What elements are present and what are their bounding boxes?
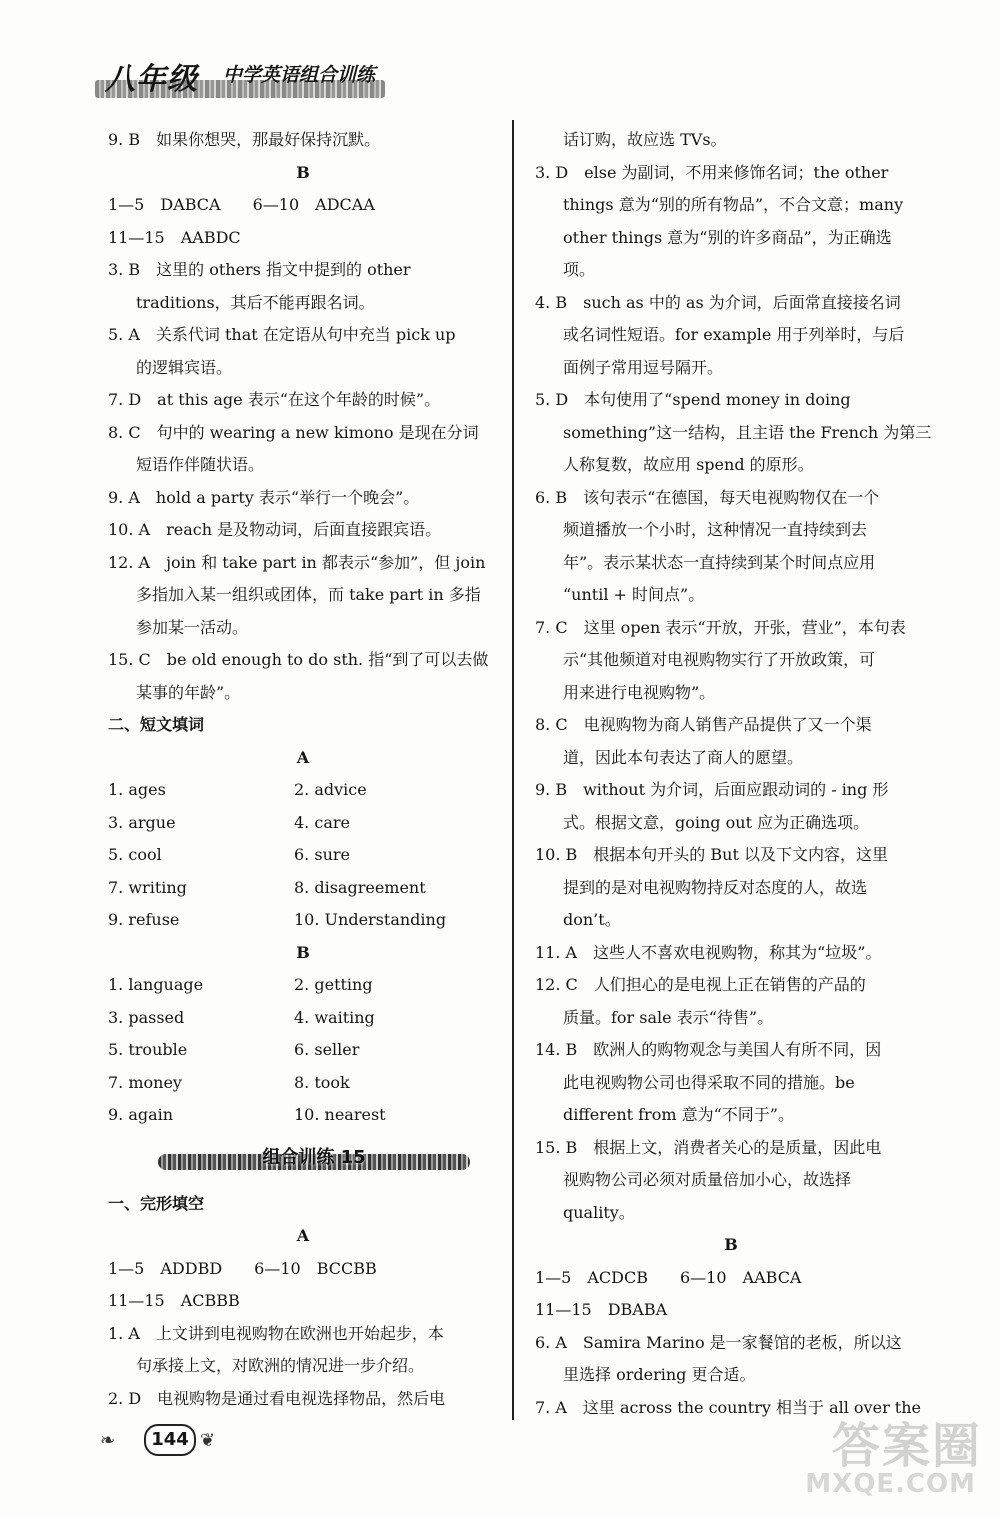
ornament-right-icon: ❦ <box>200 1430 216 1451</box>
text-line: 的逻辑宾语。 <box>136 357 233 377</box>
text-line: 12. C 人们担心的是电视上正在销售的产品的 <box>535 975 866 994</box>
text-line: 7. C 这里 open 表示“开放，开张，营业”，本句表 <box>535 617 906 637</box>
text-line: traditions，其后不能再跟名词。 <box>136 292 375 312</box>
text-line: 6. B 该句表示“在德国，每天电视购物仅在一个 <box>535 487 880 507</box>
text-line: 6. A Samira Marino 是一家餐馆的老板，所以这 <box>535 1332 902 1352</box>
watermark-logo: 答案圈 <box>831 1418 982 1474</box>
word-answer-grid <box>108 774 498 937</box>
text-line: something”这一结构，且主语 the French 为第三 <box>563 422 932 442</box>
text-line: 多指加入某一组织或团体，而 take part in 多指 <box>136 585 481 604</box>
text-line: other things 意为“别的许多商品”，为正确选 <box>563 227 892 247</box>
page-footer <box>100 1420 230 1460</box>
header-grade: 八年级 <box>105 62 198 97</box>
text-line: 里选择 ordering 更合适。 <box>563 1365 756 1384</box>
word-answer: 10. Understanding <box>294 910 447 929</box>
word-answer: 4. care <box>294 812 350 832</box>
text-line: 15. B 根据上文，消费者关心的是质量，因此电 <box>535 1137 882 1157</box>
text-line: 5. D 本句使用了“spend money in doing <box>535 390 851 409</box>
word-answer: 10. nearest <box>294 1105 386 1124</box>
text-line: 年”。表示某状态一直持续到某个时间点应用 <box>563 552 876 572</box>
text-line: 11. A 这些人不喜欢电视购物，称其为“垃圾”。 <box>535 942 882 962</box>
text-line: 9. B 如果你想哭，那最好保持沉默。 <box>108 130 381 149</box>
text-line: 道，因此本句表达了商人的愿望。 <box>563 747 804 767</box>
page-number: 144 <box>144 1424 196 1456</box>
word-answer-grid <box>108 969 498 1132</box>
text-line: 句承接上文，对欧洲的情况进一步介绍。 <box>136 1356 425 1375</box>
right-column <box>535 124 932 1424</box>
word-answer: 9. again <box>108 1105 174 1124</box>
word-answer: 5. cool <box>108 845 162 864</box>
text-line: 话订购，故应选 TVs。 <box>563 130 727 149</box>
answer-key-line: 1—5 DABCA 6—10 ADCAA <box>108 195 375 214</box>
word-answer: 3. argue <box>108 812 176 832</box>
text-line: 8. C 句中的 wearing a new kimono 是现在分词 <box>108 422 479 442</box>
word-answer: 8. took <box>294 1072 350 1092</box>
text-line: 15. C be old enough to do sth. 指“到了可以去做 <box>108 650 489 669</box>
text-line: 1. A 上文讲到电视购物在欧洲也开始起步，本 <box>108 1323 444 1343</box>
left-top-lines <box>108 124 498 157</box>
answer-key-line: 11—15 ACBBB <box>108 1291 240 1310</box>
text-line: different from 意为“不同于”。 <box>563 1105 794 1124</box>
text-line: don’t。 <box>563 910 621 929</box>
word-answer: 8. disagreement <box>294 877 426 897</box>
word-answer: 4. waiting <box>294 1007 375 1027</box>
ornament-left-icon: ❧ <box>100 1430 116 1451</box>
word-answer: 1. ages <box>108 780 166 799</box>
word-answer: 6. seller <box>294 1040 360 1059</box>
text-line: 用来进行电视购物”。 <box>563 682 716 702</box>
word-answer: 2. advice <box>294 780 367 799</box>
explanation-block <box>535 124 932 1229</box>
explanation-block <box>108 1318 498 1416</box>
section-heading: 二、短文填词 <box>108 715 205 734</box>
word-answer: 7. money <box>108 1072 182 1092</box>
text-line: 8. C 电视购物为商人销售产品提供了又一个渠 <box>535 715 872 734</box>
text-line: 参加某一活动。 <box>136 617 249 637</box>
text-line: 10. A reach 是及物动词，后面直接跟宾语。 <box>108 520 442 539</box>
subsection-heading: A <box>296 1226 310 1245</box>
subsection-heading: A <box>296 747 310 767</box>
text-line: quality。 <box>563 1202 635 1222</box>
text-line: 9. B without 为介词，后面应跟动词的 - ing 形 <box>535 780 889 799</box>
page-header <box>95 50 395 102</box>
text-line: 示“其他频道对电视购物实行了开放政策，可 <box>563 650 876 669</box>
text-line: 12. A join 和 take part in 都表示“参加”，但 join <box>108 552 486 572</box>
text-line: 3. B 这里的 others 指文中提到的 other <box>108 260 411 279</box>
text-line: 3. D else 为副词，不用来修饰名词；the other <box>535 162 889 182</box>
text-line: 14. B 欧洲人的购物观念与美国人有所不同，因 <box>535 1040 882 1059</box>
subsection-heading: B <box>296 162 310 182</box>
text-line: 视购物公司必须对质量倍加小心，故选择 <box>563 1170 852 1189</box>
text-line: 质量。for sale 表示“待售”。 <box>563 1007 774 1027</box>
text-line: 7. D at this age 表示“在这个年龄的时候”。 <box>108 390 441 409</box>
section-heading: 一、完形填空 <box>108 1193 205 1213</box>
word-answer: 7. writing <box>108 877 187 897</box>
text-line: 此电视购物公司也得采取不同的措施。be <box>563 1072 855 1092</box>
text-line: 面例子常用逗号隔开。 <box>563 357 724 377</box>
answer-key-line: 1—5 ACDCB 6—10 AABCA <box>535 1267 802 1287</box>
word-answer: 3. passed <box>108 1007 185 1027</box>
answer-key-block <box>108 1253 498 1318</box>
text-line: 5. A 关系代词 that 在定语从句中充当 pick up <box>108 325 456 344</box>
text-line: 10. B 根据本句开头的 But 以及下文内容，这里 <box>535 845 888 864</box>
answer-key-line: 11—15 DBABA <box>535 1300 668 1319</box>
text-line: 9. A hold a party 表示“举行一个晚会”。 <box>108 487 420 507</box>
subsection-heading: B <box>724 1235 738 1254</box>
word-answer: 1. language <box>108 975 204 994</box>
text-line: 2. D 电视购物是通过看电视选择物品，然后电 <box>108 1388 446 1408</box>
text-line: 人称复数，故应用 spend 的原形。 <box>563 455 814 474</box>
unit-banner <box>158 1140 470 1182</box>
answer-key-block <box>108 189 498 254</box>
word-answer: 5. trouble <box>108 1040 188 1059</box>
column-divider <box>512 120 514 1420</box>
left-column <box>108 124 498 1415</box>
text-line: 频道播放一个小时，这种情况一直持续到去 <box>563 520 868 539</box>
text-line: 式。根据文意，going out 应为正确选项。 <box>563 812 870 832</box>
watermark <box>782 1407 982 1507</box>
word-answer: 2. getting <box>294 975 373 994</box>
text-line: 短语作伴随状语。 <box>136 455 265 474</box>
header-series-title: 中学英语组合训练 <box>223 64 376 86</box>
unit-title: 组合训练 15 <box>262 1146 366 1168</box>
text-line: 某事的年龄”。 <box>136 682 241 702</box>
word-answer: 9. refuse <box>108 910 180 929</box>
answer-key-block <box>535 1262 927 1327</box>
text-line: “until + 时间点”。 <box>563 585 705 604</box>
word-answer: 6. sure <box>294 845 350 864</box>
text-line: 7. A 这里 across the country 相当于 all over the <box>535 1397 922 1417</box>
text-line: 提到的是对电视购物持反对态度的人，故选 <box>563 877 868 897</box>
explanation-block <box>108 254 498 709</box>
answer-key-line: 11—15 AABDC <box>108 227 241 247</box>
answer-key-line: 1—5 ADDBD 6—10 BCCBB <box>108 1258 377 1278</box>
text-line: things 意为“别的所有物品”，不合文意；many <box>563 195 904 214</box>
text-line: 项。 <box>563 260 596 279</box>
text-line: 4. B such as 中的 as 为介词，后面常直接接名词 <box>535 292 901 312</box>
subsection-heading: B <box>296 942 310 962</box>
text-line: 或名词性短语。for example 用于列举时，与后 <box>563 325 905 344</box>
watermark-url: MXQE.COM <box>805 1469 976 1499</box>
